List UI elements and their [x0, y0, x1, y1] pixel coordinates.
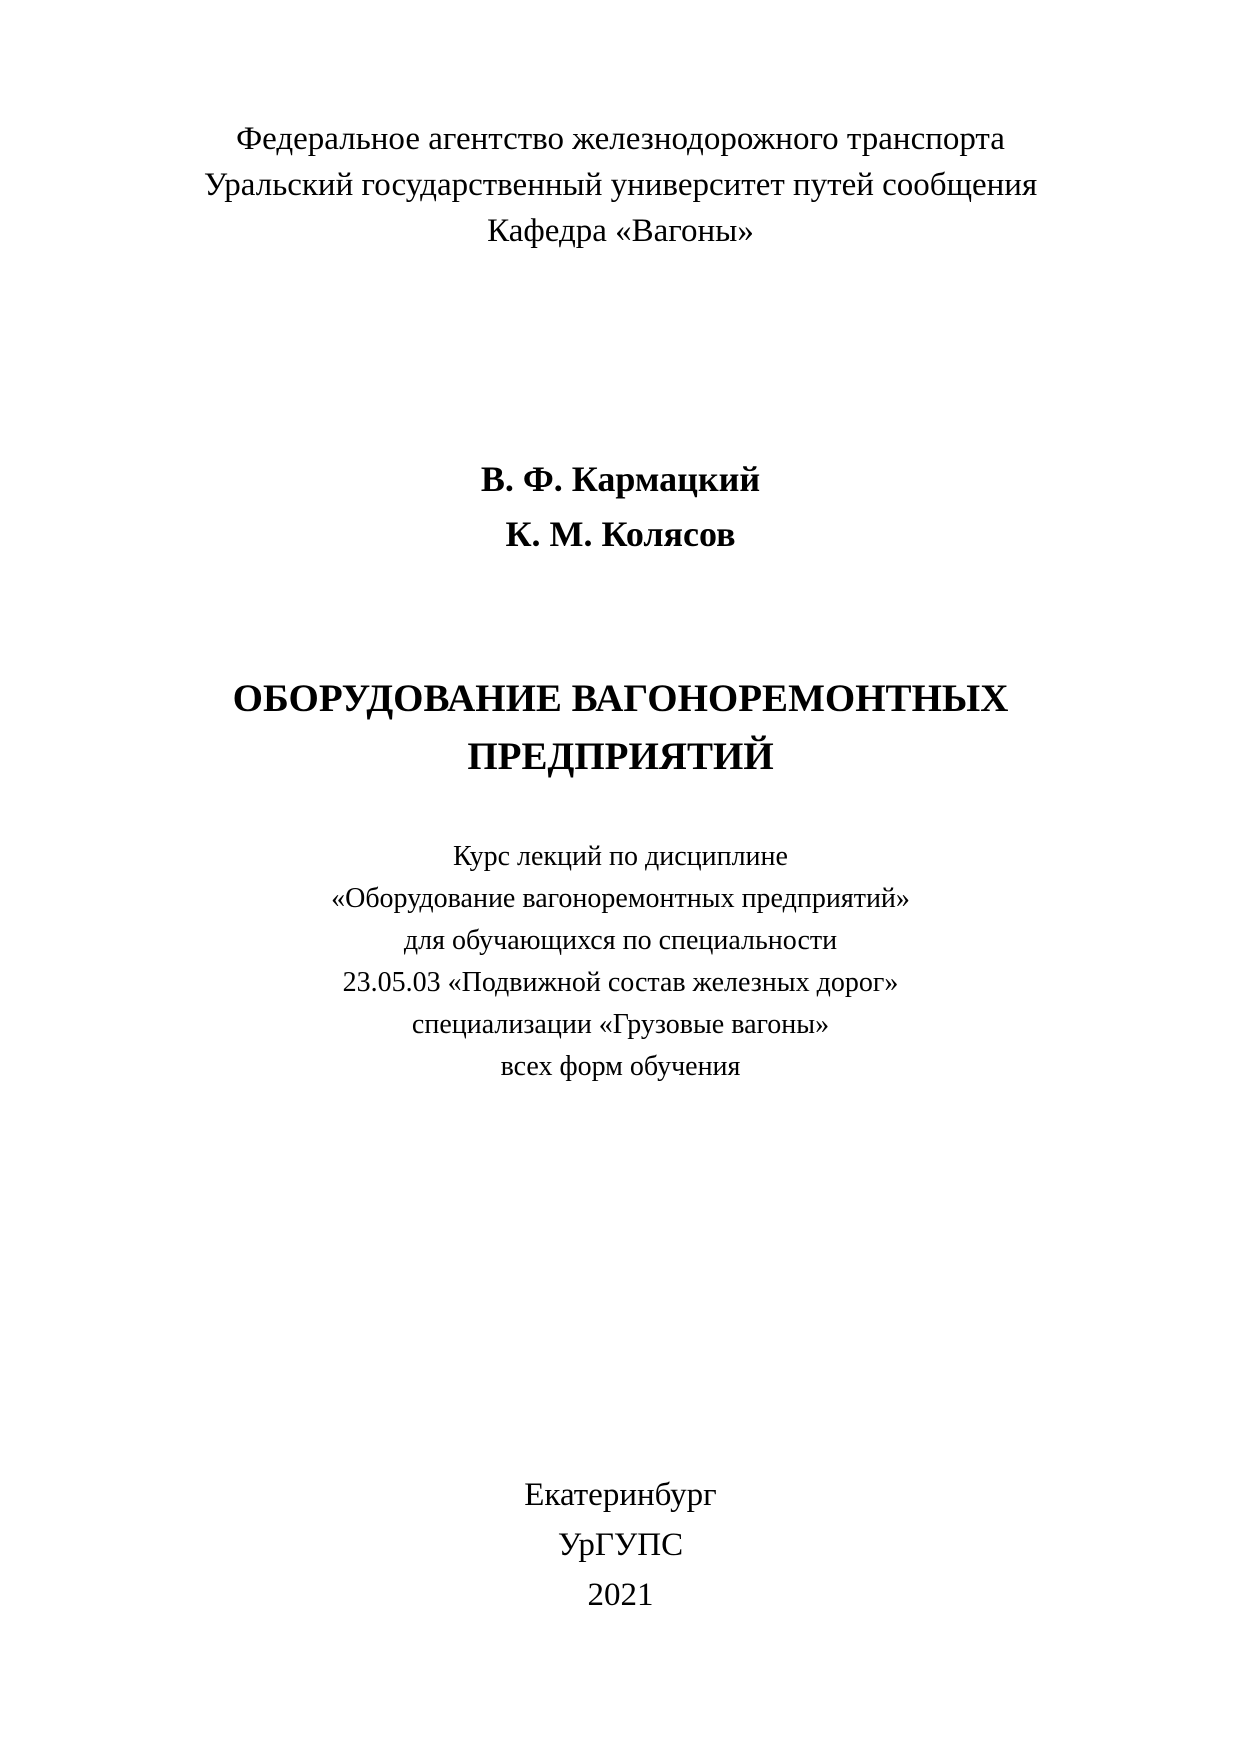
imprint-publisher: УрГУПС: [557, 1527, 684, 1563]
description-line: всех форм обучения: [500, 1051, 741, 1082]
title-line: ПРЕДПРИЯТИЙ: [467, 735, 774, 778]
description-line: Курс лекций по дисциплине: [453, 841, 788, 872]
imprint-year: 2021: [587, 1577, 654, 1613]
agency-name: Федеральное агентство железнодорожного транспорта: [236, 121, 1005, 157]
author-name: В. Ф. Кармацкий: [480, 459, 761, 499]
author-name: К. М. Колясов: [505, 514, 736, 554]
imprint-city: Екатеринбург: [524, 1477, 717, 1513]
imprint: [0, 1470, 1241, 1620]
description-line: специализации «Грузовые вагоны»: [411, 1009, 830, 1040]
course-description: [0, 836, 1241, 1088]
description-line: 23.05.03 «Подвижной состав железных дорог»: [342, 967, 899, 998]
university-name: Уральский государственный университет путей сообщения: [203, 167, 1038, 203]
description-line: «Оборудование вагоноремонтных предприятий»: [331, 883, 910, 914]
department-name: Кафедра «Вагоны»: [487, 213, 754, 249]
title-line: ОБОРУДОВАНИЕ ВАГОНОРЕМОНТНЫХ: [232, 677, 1009, 720]
authors: [0, 452, 1241, 562]
document-title: [0, 670, 1241, 786]
organization-header: [0, 116, 1241, 254]
description-line: для обучающихся по специальности: [403, 925, 838, 956]
